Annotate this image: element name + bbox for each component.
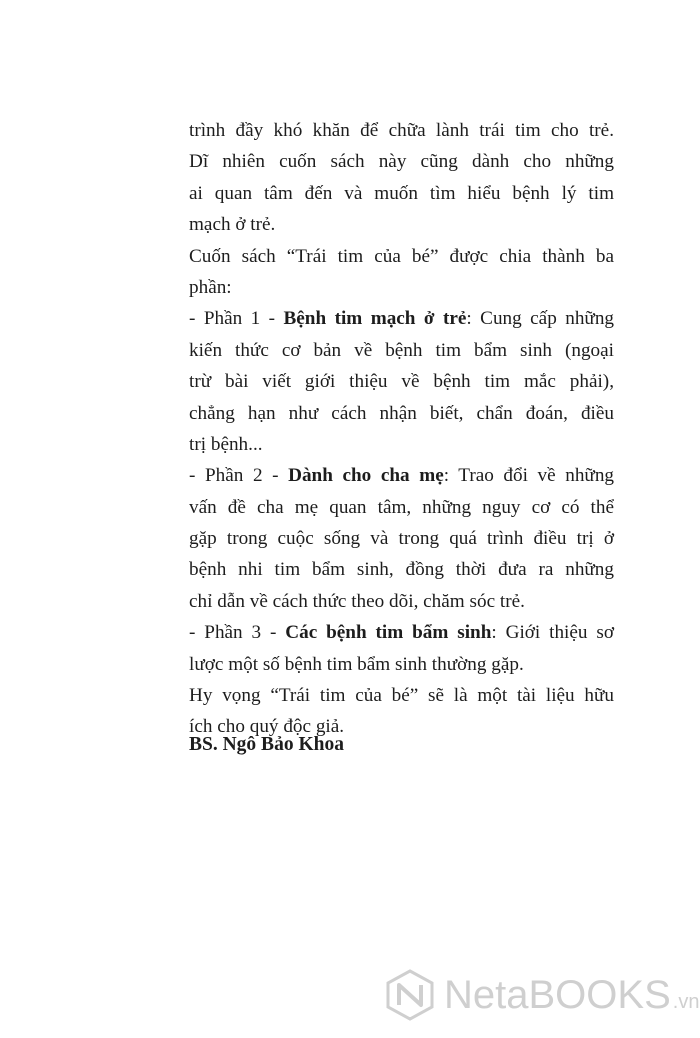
watermark-domain: .vn <box>672 990 700 1013</box>
text-line: ai quan tâm đến và muốn tìm hiểu bệnh lý tim <box>189 182 614 204</box>
part2-heading-line <box>189 460 614 491</box>
text-line: trình đầy khó khăn để chữa lành trái tim cho trẻ. <box>189 120 614 141</box>
text-line: trị bệnh... <box>189 433 263 455</box>
part1-first-line-rest: : Cung cấp những <box>466 308 615 330</box>
part3-heading-line <box>189 617 614 648</box>
text-line: gặp trong cuộc sống và trong quá trình điều trị ở <box>189 528 614 550</box>
part3-first-line-rest: : Giới thiệu sơ <box>491 622 614 644</box>
text-line: Dĩ nhiên cuốn sách này cũng dành cho những <box>189 151 614 173</box>
text-line: bệnh nhi tim bẩm sinh, đồng thời đưa ra những <box>189 559 614 581</box>
watermark-brand: NetaBOOKS <box>444 972 671 1017</box>
text-line: lược một số bệnh tim bẩm sinh thường gặp. <box>189 653 524 675</box>
text-line: trừ bài viết giới thiệu về bệnh tim mắc phải), <box>189 371 614 393</box>
text-line: ích cho quý độc giả. <box>189 716 345 738</box>
part1-prefix: - Phần 1 - <box>189 308 284 330</box>
text-line: Cuốn sách “Trái tim của bé” được chia thành ba <box>189 245 614 267</box>
author-signature: BS. Ngô Bảo Khoa <box>189 734 344 755</box>
part2-prefix: - Phần 2 - <box>189 465 289 487</box>
text-line: phần: <box>189 276 232 298</box>
part3-title: Các bệnh tim bẩm sinh <box>285 622 492 644</box>
text-line: mạch ở trẻ. <box>189 214 276 236</box>
part1-title: Bệnh tim mạch ở trẻ <box>283 308 467 330</box>
netabooks-logo-icon <box>384 969 436 1021</box>
body-text <box>189 115 614 743</box>
text-line: vấn đề cha mẹ quan tâm, những nguy cơ có thể <box>189 496 614 518</box>
part2-title: Dành cho cha mẹ <box>288 465 444 487</box>
text-line: chẳng hạn như cách nhận biết, chẩn đoán, điều <box>189 402 614 424</box>
part1-heading-line <box>189 303 614 334</box>
part2-first-line-rest: : Trao đổi về những <box>443 465 615 487</box>
text-line: chỉ dẫn về cách thức theo dõi, chăm sóc trẻ. <box>189 590 525 612</box>
text-line: Hy vọng “Trái tim của bé” sẽ là một tài liệu hữu <box>189 685 614 707</box>
watermark <box>384 965 699 1025</box>
text-line: kiến thức cơ bản về bệnh tim bẩm sinh (ngoại <box>189 339 614 361</box>
part3-prefix: - Phần 3 - <box>189 622 286 644</box>
